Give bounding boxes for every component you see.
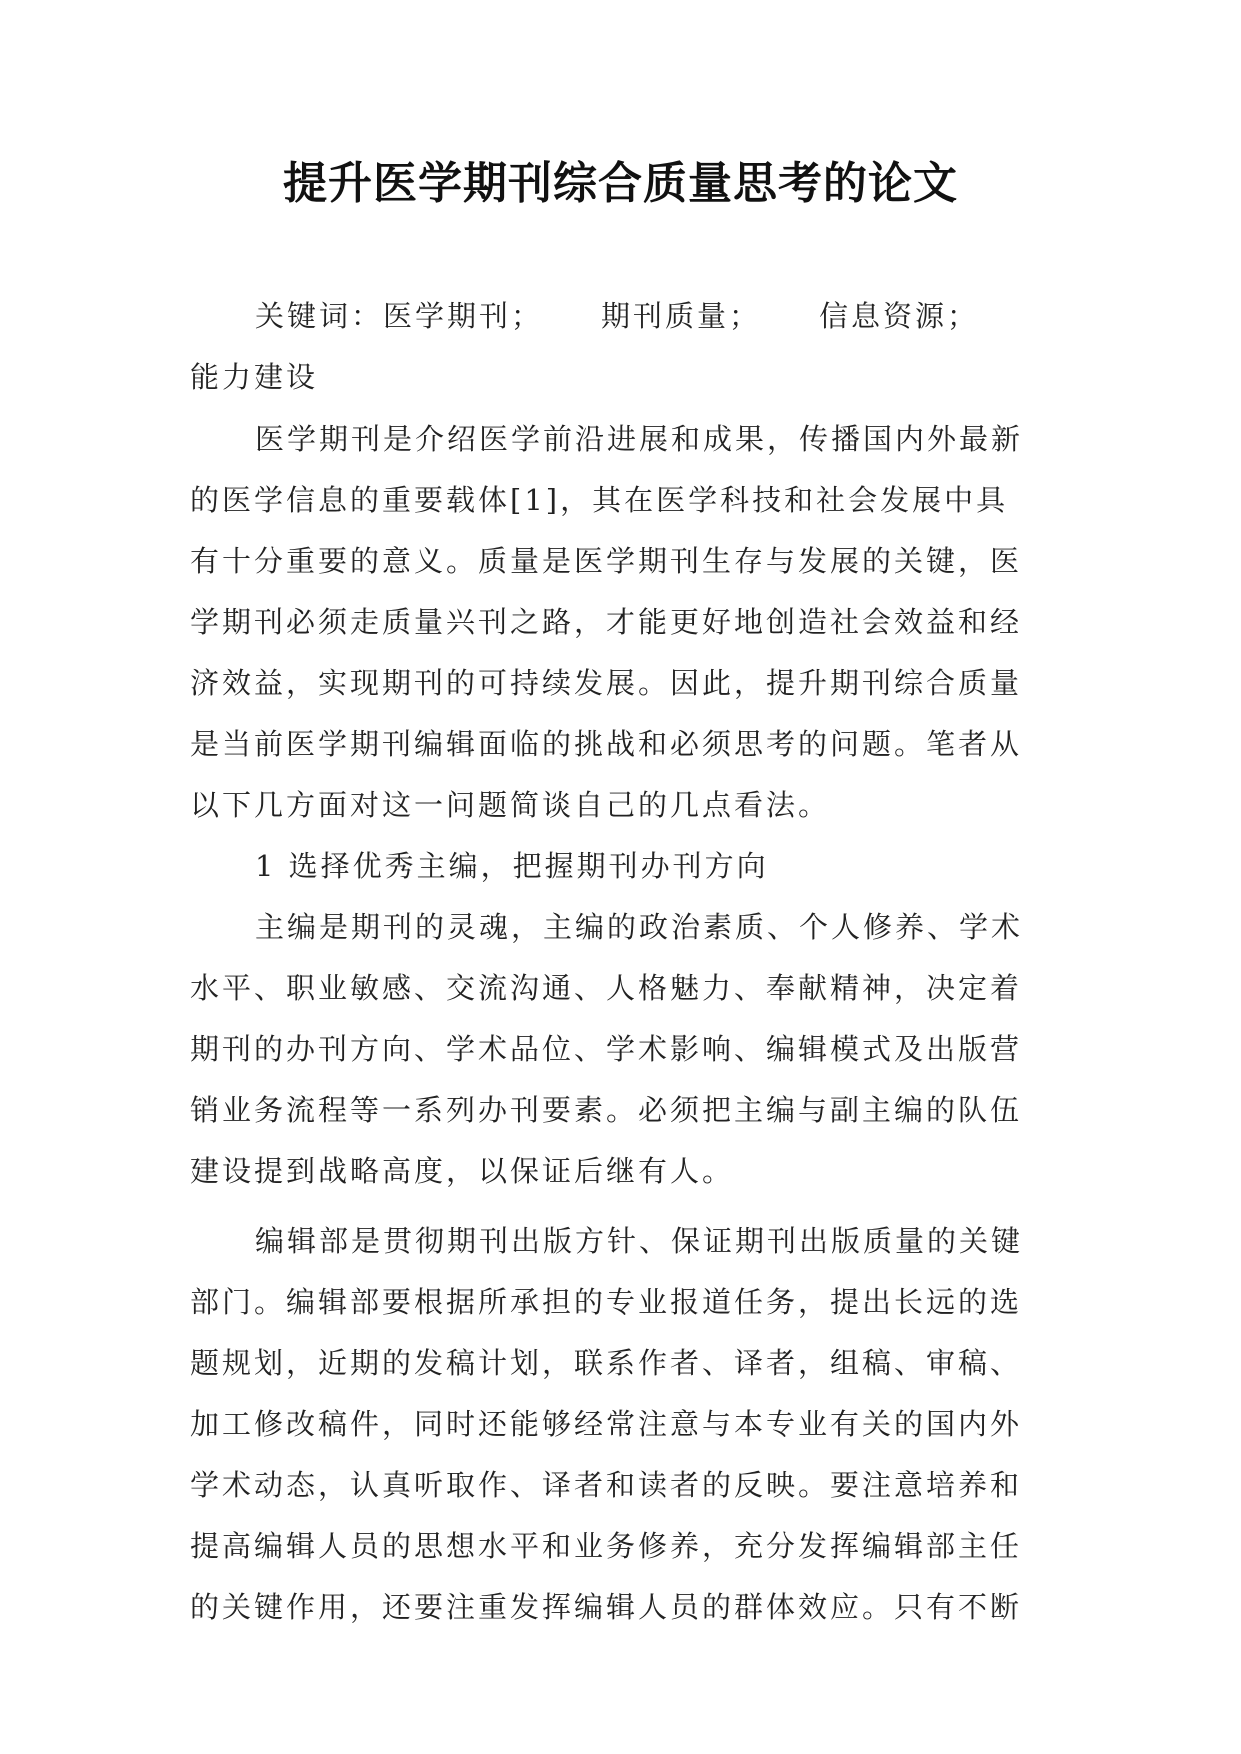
paragraph-line: 的关键作用，还要注重发挥编辑人员的群体效应。只有不断 bbox=[190, 1590, 1023, 1624]
document-title: 提升医学期刊综合质量思考的论文 bbox=[283, 158, 958, 209]
paragraph-line: 题规划，近期的发稿计划，联系作者、译者，组稿、审稿、 bbox=[190, 1346, 1023, 1380]
paragraph-line: 加工修改稿件，同时还能够经常注意与本专业有关的国内外 bbox=[190, 1407, 1023, 1441]
paragraph-line: 有十分重要的意义。质量是医学期刊生存与发展的关键，医 bbox=[190, 544, 1023, 578]
keyword-item: 期刊质量； bbox=[601, 299, 762, 333]
keyword-item: 能力建设 bbox=[190, 360, 319, 394]
paragraph-line: 期刊的办刊方向、学术品位、学术影响、编辑模式及出版营 bbox=[190, 1032, 1023, 1066]
paragraph-line: 销业务流程等一系列办刊要素。必须把主编与副主编的队伍 bbox=[190, 1093, 1023, 1127]
paragraph-line: 医学期刊是介绍医学前沿进展和成果，传播国内外最新 bbox=[255, 422, 1024, 456]
keywords-line bbox=[255, 296, 979, 336]
paragraph-line: 主编是期刊的灵魂，主编的政治素质、个人修养、学术 bbox=[255, 910, 1024, 944]
paragraph-line: 学期刊必须走质量兴刊之路，才能更好地创造社会效益和经 bbox=[190, 605, 1023, 639]
paragraph-line: 部门。编辑部要根据所承担的专业报道任务，提出长远的选 bbox=[190, 1285, 1023, 1319]
paragraph-line: 编辑部是贯彻期刊出版方针、保证期刊出版质量的关键 bbox=[255, 1224, 1024, 1258]
keyword-item: 信息资源； bbox=[819, 299, 980, 333]
paragraph-line: 以下几方面对这一问题简谈自己的几点看法。 bbox=[190, 788, 831, 822]
paragraph-line: 建设提到战略高度，以保证后继有人。 bbox=[190, 1154, 735, 1188]
paragraph-line: 学术动态，认真听取作、译者和读者的反映。要注意培养和 bbox=[190, 1468, 1023, 1502]
section-heading: 1 选择优秀主编，把握期刊办刊方向 bbox=[255, 849, 769, 883]
paragraph-line: 是当前医学期刊编辑面临的挑战和必须思考的问题。笔者从 bbox=[190, 727, 1023, 761]
paragraph-line: 提高编辑人员的思想水平和业务修养，充分发挥编辑部主任 bbox=[190, 1529, 1023, 1563]
paragraph-line: 的医学信息的重要载体[1]，其在医学科技和社会发展中具 bbox=[190, 483, 1009, 517]
paragraph-line: 水平、职业敏感、交流沟通、人格魅力、奉献精神，决定着 bbox=[190, 971, 1023, 1005]
keywords-label-and-first: 关键词：医学期刊； bbox=[255, 299, 544, 333]
paragraph-line: 济效益，实现期刊的可持续发展。因此，提升期刊综合质量 bbox=[190, 666, 1023, 700]
